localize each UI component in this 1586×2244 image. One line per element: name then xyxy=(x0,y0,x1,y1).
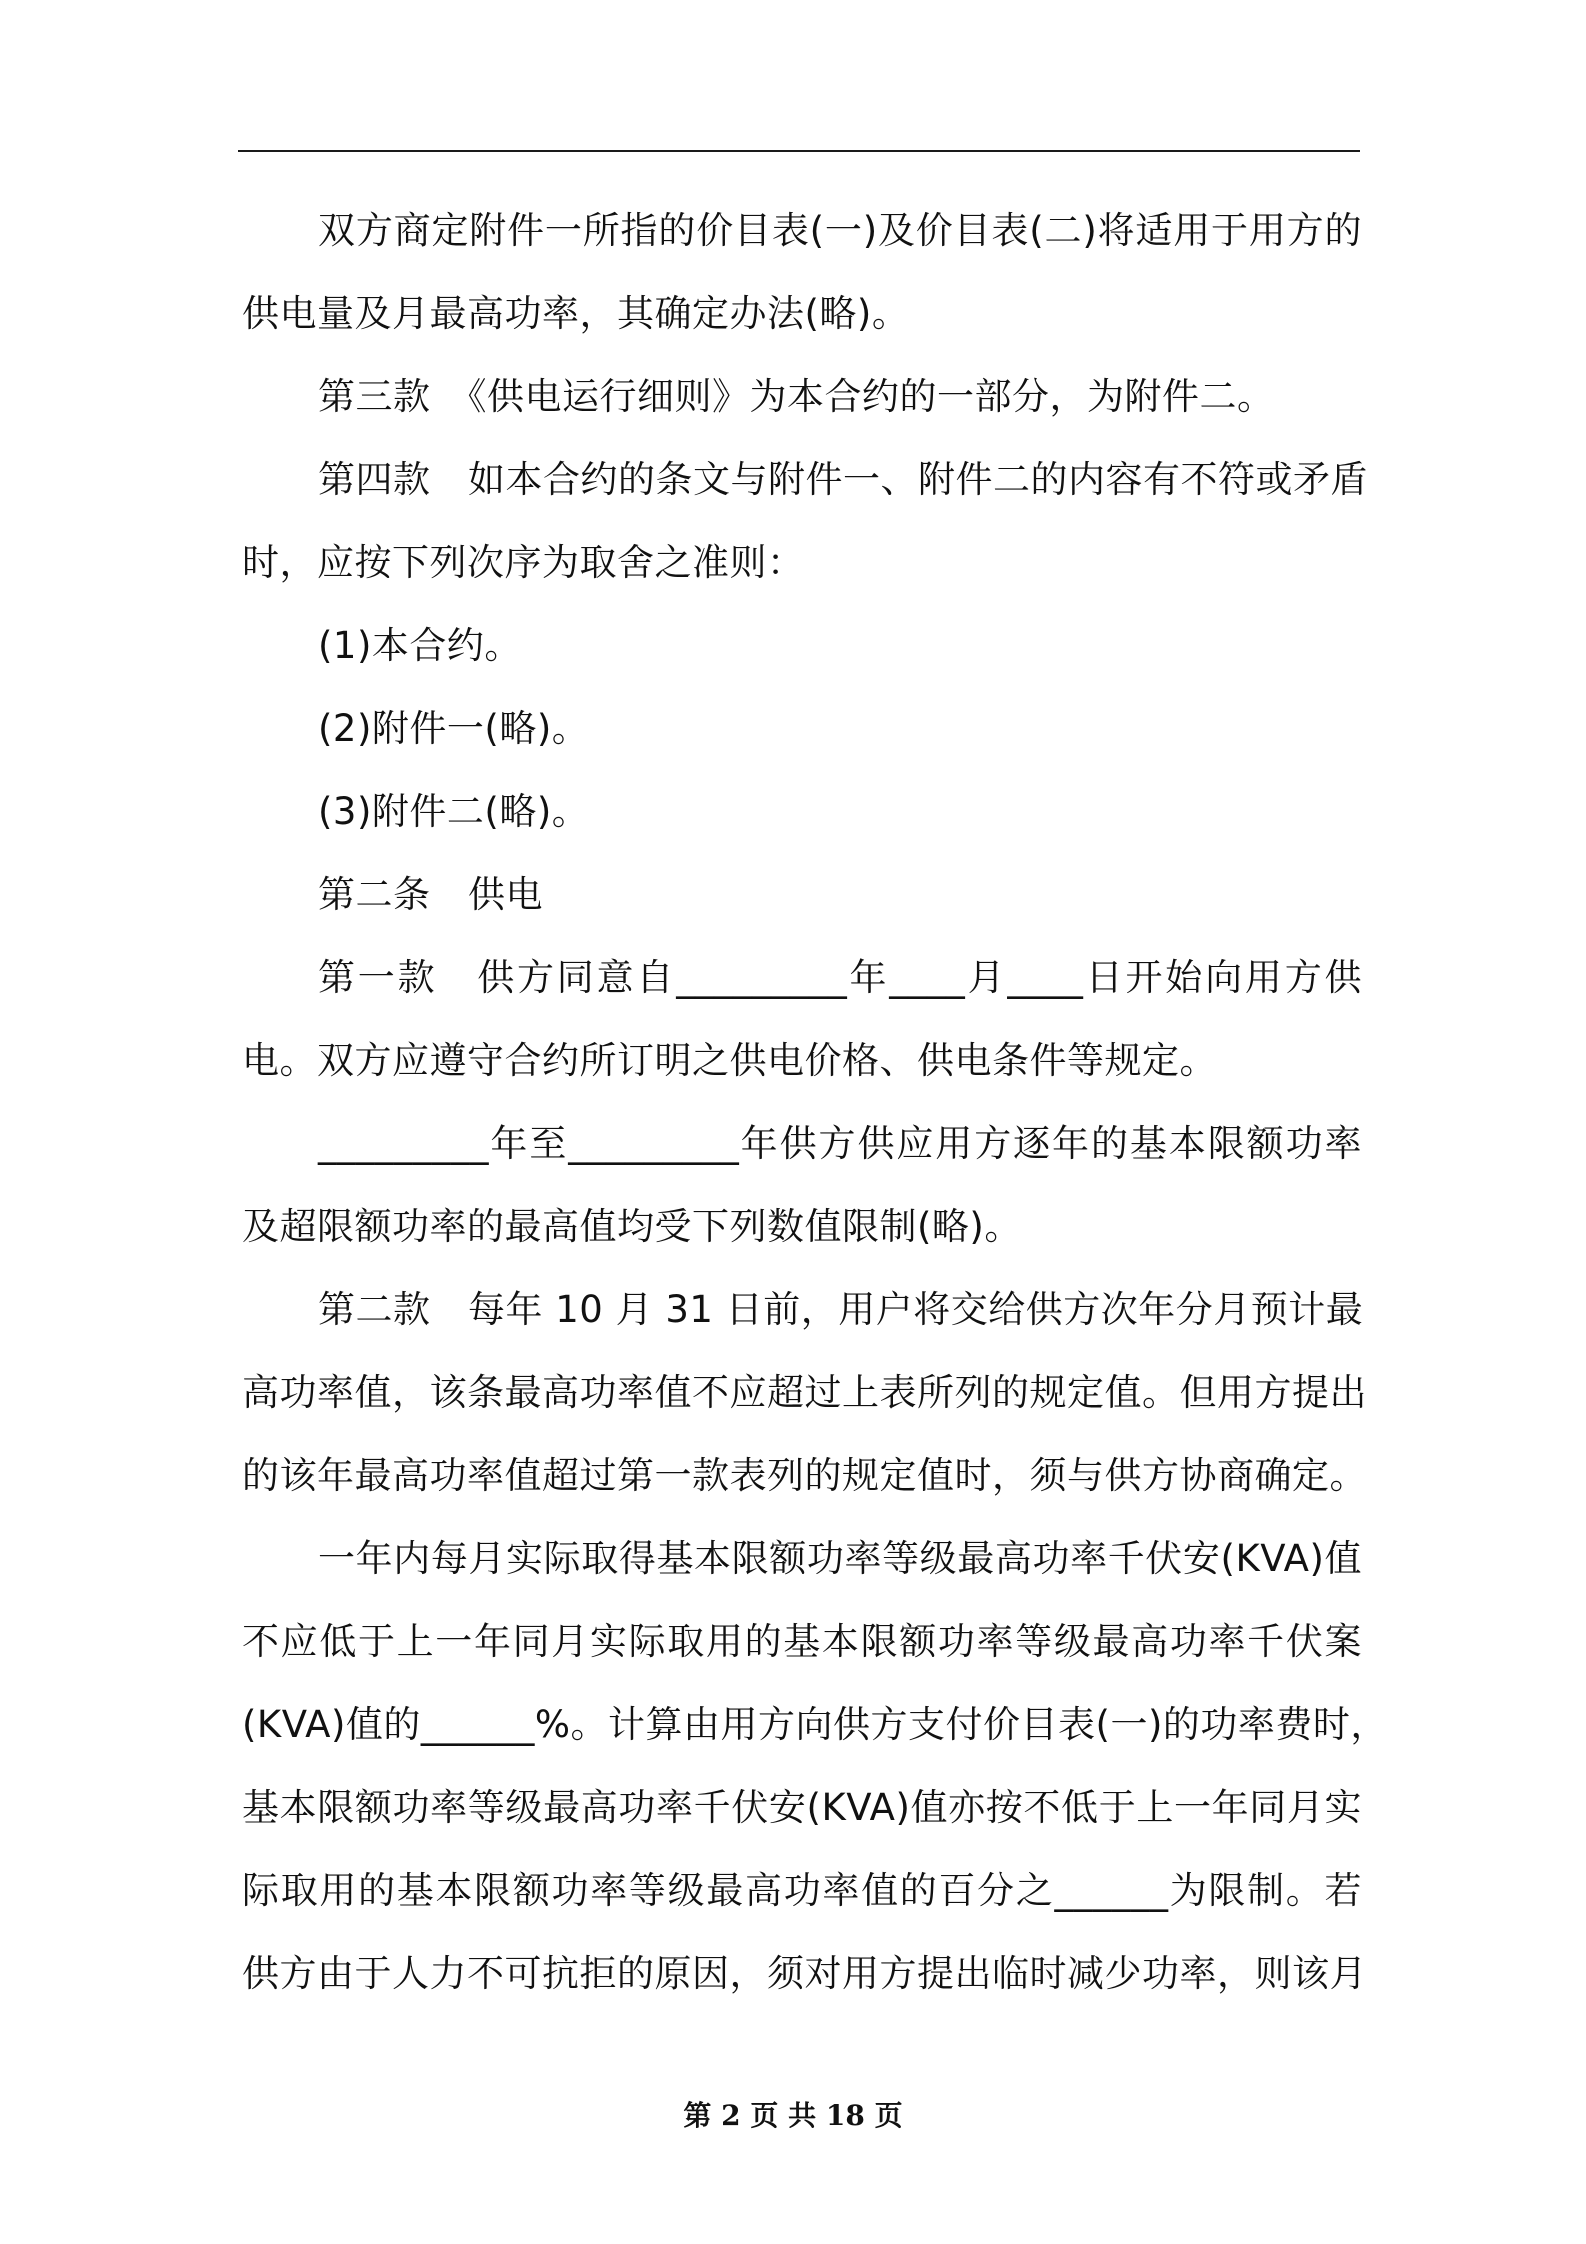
paragraph-line: 供电量及月最高功率，其确定办法(略)。 xyxy=(242,292,910,335)
paragraph-line: 第二款 每年 10 月 31 日前，用户将交给供方次年分月预计最 xyxy=(318,1288,1364,1331)
paragraph-line: 时，应按下列次序为取舍之准则： xyxy=(242,541,805,584)
paragraph-line: 及超限额功率的最高值均受下列数值限制(略)。 xyxy=(242,1205,1022,1248)
paragraph-line: 不应低于上一年同月实际取用的基本限额功率等级最高功率千伏案 xyxy=(242,1620,1362,1663)
paragraph-line: 的该年最高功率值超过第一款表列的规定值时，须与供方协商确定。 xyxy=(242,1454,1367,1497)
list-item: (3)附件二(略)。 xyxy=(318,790,590,833)
paragraph-line: 电。双方应遵守合约所订明之供电价格、供电条件等规定。 xyxy=(242,1039,1217,1082)
header-rule xyxy=(238,150,1360,152)
paragraph-line: _________年至_________年供方供应用方逐年的基本限额功率 xyxy=(318,1122,1362,1165)
paragraph-line: 双方商定附件一所指的价目表(一)及价目表(二)将适用于用方的 xyxy=(318,209,1362,252)
paragraph-line: 际取用的基本限额功率等级最高功率值的百分之______为限制。若 xyxy=(242,1869,1362,1912)
paragraph-line: (KVA)值的______%。计算由用方向供方支付价目表(一)的功率费时， xyxy=(242,1703,1388,1746)
paragraph-line: 高功率值，该条最高功率值不应超过上表所列的规定值。但用方提出 xyxy=(242,1371,1367,1414)
paragraph-line: 基本限额功率等级最高功率千伏安(KVA)值亦按不低于上一年同月实 xyxy=(242,1786,1362,1829)
page-number: 第 2 页 共 18 页 xyxy=(683,2099,903,2132)
paragraph-line: 一年内每月实际取得基本限额功率等级最高功率千伏安(KVA)值 xyxy=(318,1537,1362,1580)
paragraph-line: 供方由于人力不可抗拒的原因，须对用方提出临时减少功率，则该月 xyxy=(242,1952,1367,1995)
paragraph-line: 第四款 如本合约的条文与附件一、附件二的内容有不符或矛盾 xyxy=(318,458,1368,501)
list-item: (1)本合约。 xyxy=(318,624,522,667)
paragraph-line: 第一款 供方同意自_________年____月____日开始向用方供 xyxy=(318,956,1362,999)
paragraph-line: 第三款 《供电运行细则》为本合约的一部分，为附件二。 xyxy=(318,375,1275,418)
list-item: (2)附件一(略)。 xyxy=(318,707,590,750)
section-heading: 第二条 供电 xyxy=(318,873,543,916)
